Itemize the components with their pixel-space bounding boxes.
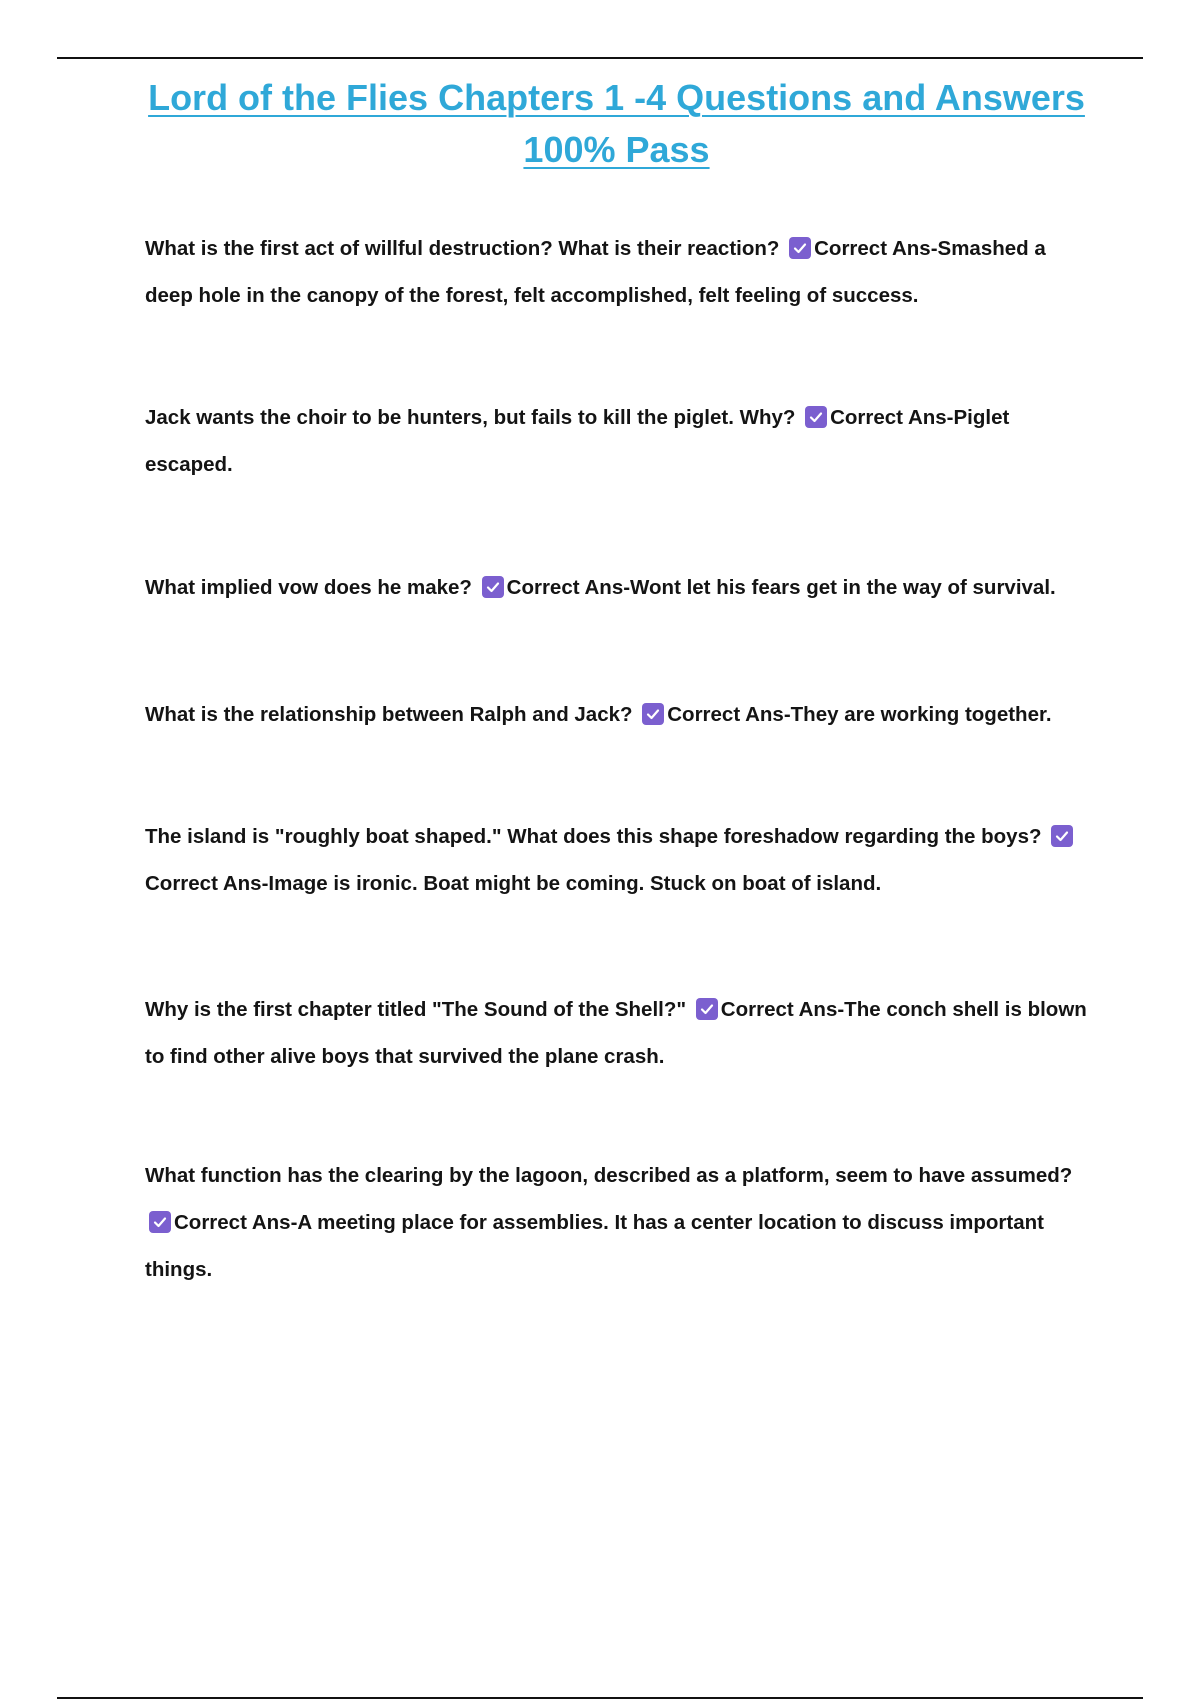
- question-text: Jack wants the choir to be hunters, but fails to kill the piglet. Why?: [145, 406, 796, 429]
- bottom-rule: [57, 1697, 1143, 1699]
- qa-item: [145, 986, 1095, 1080]
- qa-item: [145, 691, 1095, 738]
- question-text: Why is the first chapter titled "The Sound of the Shell?": [145, 998, 687, 1021]
- qa-item: [145, 564, 1095, 611]
- qa-item: [145, 394, 1095, 488]
- checkbox-check-icon: [1051, 825, 1073, 847]
- answer-text: Correct Ans-Image is ironic. Boat might be coming. Stuck on boat of island.: [145, 872, 882, 895]
- answer-text: Correct Ans-Piglet escaped.: [145, 406, 1010, 476]
- qa-item: [145, 813, 1095, 907]
- title-line-1: Lord of the Flies Chapters 1 -4 Questions and Answers: [148, 77, 1085, 118]
- checkbox-check-icon: [149, 1211, 171, 1233]
- checkbox-check-icon: [789, 237, 811, 259]
- question-text: What is the first act of willful destruction? What is their reaction?: [145, 237, 780, 260]
- question-text: What is the relationship between Ralph and Jack?: [145, 703, 633, 726]
- checkbox-check-icon: [805, 406, 827, 428]
- question-text: The island is "roughly boat shaped." What does this shape foreshadow regarding the boys?: [145, 825, 1042, 848]
- document-title: [130, 72, 1103, 176]
- checkbox-check-icon: [696, 998, 718, 1020]
- top-rule: [57, 57, 1143, 59]
- qa-item: [145, 225, 1095, 319]
- answer-text: Correct Ans-Wont let his fears get in the way of survival.: [506, 576, 1056, 599]
- answer-text: Correct Ans-A meeting place for assemblies. It has a center location to discuss important things.: [145, 1211, 1044, 1281]
- answer-text: Correct Ans-Smashed a deep hole in the canopy of the forest, felt accomplished, felt feeling of success.: [145, 237, 1046, 307]
- answer-text: Correct Ans-They are working together.: [667, 703, 1052, 726]
- question-text: What implied vow does he make?: [145, 576, 472, 599]
- answer-text: Correct Ans-The conch shell is blown to find other alive boys that survived the plane crash.: [145, 998, 1087, 1068]
- checkbox-check-icon: [482, 576, 504, 598]
- question-text: What function has the clearing by the lagoon, described as a platform, seem to have assumed?: [145, 1164, 1073, 1187]
- qa-item: [145, 1152, 1095, 1293]
- title-line-2: 100% Pass: [523, 129, 710, 170]
- checkbox-check-icon: [642, 703, 664, 725]
